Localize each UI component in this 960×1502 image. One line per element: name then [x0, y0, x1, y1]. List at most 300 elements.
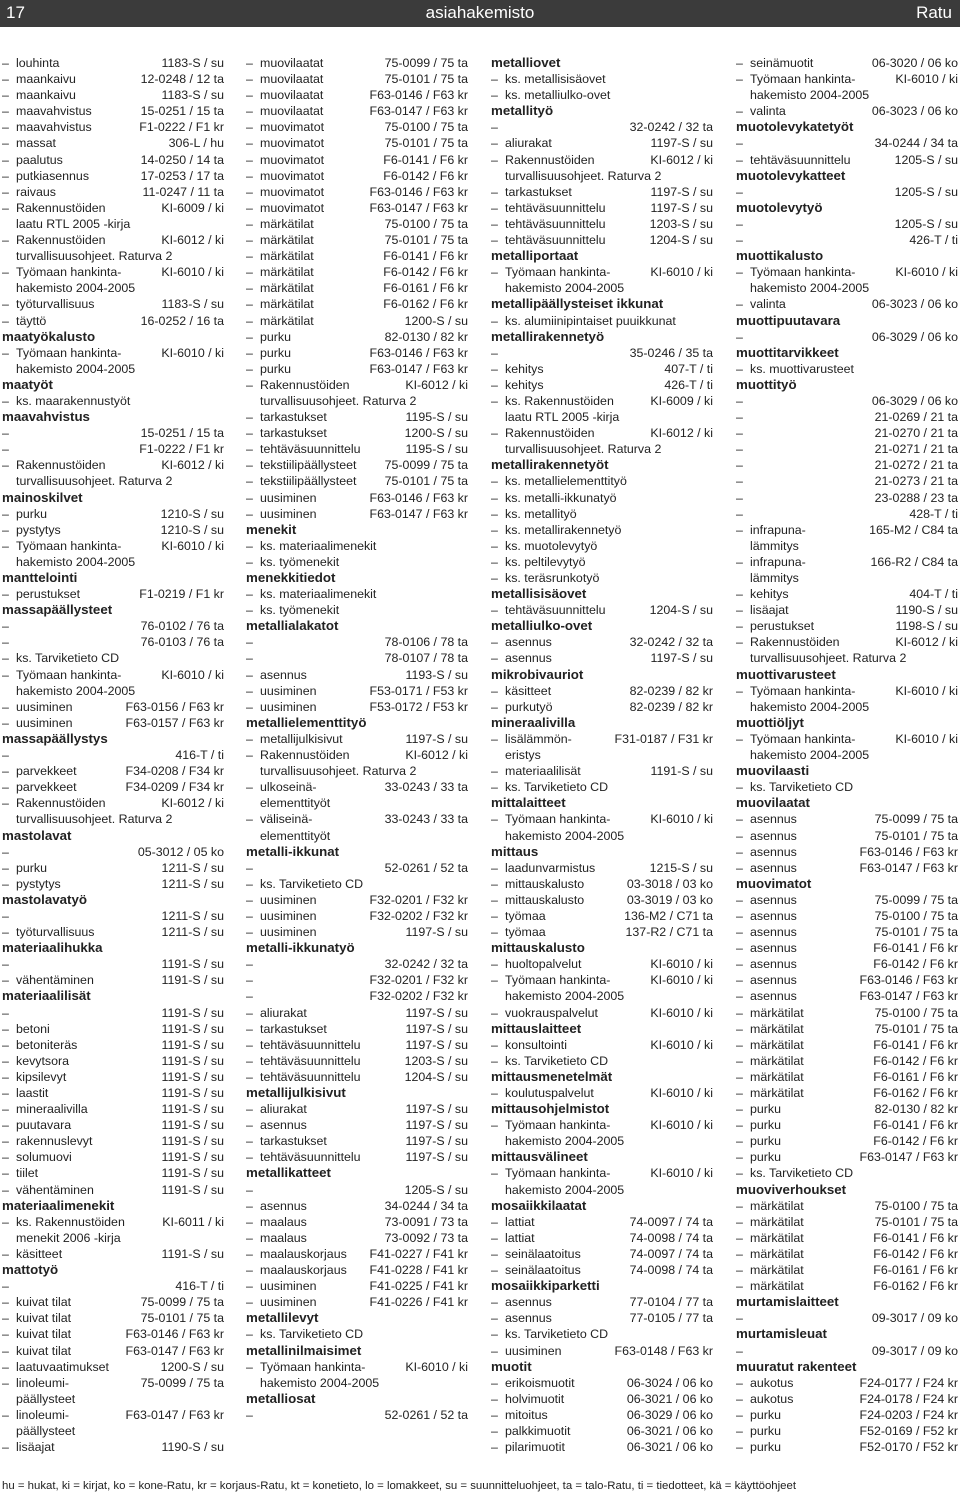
entry-label: – märkätilat [246, 280, 314, 296]
index-entry [2, 200, 224, 216]
entry-reference: KI-6012 / ki [161, 458, 224, 473]
entry-label: – vuokrauspalvelut [491, 1005, 598, 1021]
page-header [0, 0, 960, 27]
index-entry [491, 232, 713, 248]
entry-reference: 32-0242 / 32 ta [629, 635, 713, 650]
index-entry [246, 457, 468, 473]
entry-label: – mitoitus [491, 1407, 548, 1423]
entry-label: – asennus [736, 940, 797, 956]
index-entry [2, 232, 224, 248]
continuation-text: lämmitys [750, 538, 799, 553]
entry-label: – muovimatot [246, 184, 324, 200]
entry-reference: 1197-S / su [405, 731, 468, 746]
index-entry [246, 1326, 468, 1342]
entry-reference: 1191-S / su [161, 957, 224, 972]
entry-reference: 1197-S / su [650, 184, 713, 199]
entry-reference: 33-0243 / 33 ta [384, 812, 468, 827]
index-heading: metalliulko-ovet [491, 618, 593, 634]
index-heading: muottipuutavara [736, 312, 841, 328]
entry-label: – pystytys [2, 876, 61, 892]
index-entry [491, 1262, 713, 1278]
entry-reference: F6-0142 / F6 kr [873, 1053, 958, 1068]
entry-label: – märkätilat [736, 1053, 804, 1069]
entry-reference: F41-0226 / F41 kr [369, 1295, 468, 1310]
index-entry [2, 1407, 224, 1423]
index-entry [2, 441, 224, 457]
entry-reference: 1203-S / su [649, 216, 713, 231]
entry-reference: 1197-S / su [405, 1037, 468, 1052]
index-entry [491, 473, 713, 489]
index-heading: metalli-ikkunat [246, 843, 340, 859]
entry-label: – Rakennustöiden [2, 457, 106, 473]
index-entry [246, 377, 468, 393]
index-entry [491, 1407, 713, 1423]
entry-reference: F6-0141 / F6 kr [873, 1118, 958, 1133]
entry-label [736, 393, 750, 409]
index-entry [736, 409, 958, 425]
entry-label: – Rakennustöiden [2, 795, 106, 811]
entry-reference: 1210-S / su [160, 522, 224, 537]
entry-label: – märkätilat [736, 1278, 804, 1294]
entry-reference: 23-0288 / 23 ta [874, 490, 958, 505]
entry-reference: KI-6010 / ki [650, 265, 713, 280]
entry-label: – Työmaan hankinta- [736, 683, 855, 699]
index-entry [246, 248, 468, 264]
entry-label: – mittauskalusto [491, 892, 584, 908]
index-entry [246, 860, 468, 876]
entry-label: – asennus [736, 828, 797, 844]
entry-reference: 75-0100 / 75 ta [874, 1198, 958, 1213]
entry-label [246, 988, 260, 1004]
index-entry [491, 1053, 713, 1069]
entry-reference: F53-0171 / F53 kr [369, 683, 468, 698]
entry-label [2, 1278, 16, 1294]
index-entry [2, 1005, 224, 1021]
entry-label: – Työmaan hankinta- [736, 264, 855, 280]
entry-reference: 06-3024 / 06 ko [626, 1375, 713, 1390]
entry-reference: F24-0203 / F24 kr [859, 1407, 958, 1422]
index-heading: mittausvälineet [491, 1149, 588, 1165]
entry-label: – uusiminen [246, 908, 316, 924]
entry-reference: 1191-S / su [161, 1053, 224, 1068]
index-entry [736, 811, 958, 827]
entry-label [2, 1005, 16, 1021]
index-entry [2, 860, 224, 876]
index-entry [736, 1037, 958, 1053]
entry-reference: 06-3023 / 06 ko [871, 297, 958, 312]
entry-reference: KI-6010 / ki [650, 1037, 713, 1052]
entry-label: – asennus [736, 956, 797, 972]
index-entry [736, 506, 958, 522]
index-entry [491, 860, 713, 876]
entry-reference: 32-0242 / 32 ta [384, 957, 468, 972]
index-entry [736, 184, 958, 200]
index-entry [2, 1069, 224, 1085]
entry-label: – tehtäväsuunnittelu [491, 602, 606, 618]
entry-label: – paalutus [2, 152, 63, 168]
entry-reference: KI-6012 / ki [650, 426, 713, 441]
entry-reference: F63-0146 / F63 kr [369, 184, 468, 199]
entry-label [246, 956, 260, 972]
entry-reference: 1197-S / su [405, 1134, 468, 1149]
index-entry [736, 425, 958, 441]
entry-reference: F63-0146 / F63 kr [369, 490, 468, 505]
entry-label: – holvimuotit [491, 1391, 564, 1407]
entry-reference: F63-0146 / F63 kr [369, 88, 468, 103]
entry-reference: 75-0101 / 75 ta [384, 474, 468, 489]
index-entry [491, 1439, 713, 1455]
index-entry [736, 683, 958, 699]
entry-reference: F1-0222 / F1 kr [139, 120, 224, 135]
entry-label: – asennus [736, 844, 797, 860]
entry-reference: KI-6010 / ki [650, 973, 713, 988]
index-heading: metallityö [491, 103, 554, 119]
entry-label [2, 425, 16, 441]
entry-label: – Työmaan hankinta- [491, 264, 610, 280]
index-entry [246, 602, 468, 618]
continuation-text: hakemisto 2004-2005 [750, 699, 870, 714]
entry-reference: 1190-S / su [895, 603, 958, 618]
entry-reference: 1197-S / su [405, 1150, 468, 1165]
index-entry [246, 232, 468, 248]
entry-label: – kuivat tilat [2, 1294, 71, 1310]
index-entry [2, 667, 224, 683]
entry-reference: 17-0253 / 17 ta [140, 168, 224, 183]
entry-label [2, 634, 16, 650]
index-heading: muovimatot [736, 875, 812, 891]
entry-reference: F6-0141 / F6 kr [383, 152, 468, 167]
entry-label: – lattiat [491, 1230, 535, 1246]
index-entry [491, 1165, 713, 1181]
entry-label: – erikoismuotit [491, 1375, 575, 1391]
entry-reference: F63-0147 / F63 kr [859, 860, 958, 875]
entry-reference: KI-6010 / ki [161, 345, 224, 360]
entry-label [246, 634, 260, 650]
entry-reference: 82-0130 / 82 kr [874, 1102, 958, 1117]
entry-label: – ks. muotolevytyö [491, 538, 597, 554]
entry-reference: F52-0170 / F52 kr [859, 1440, 958, 1455]
entry-reference: 1191-S / su [161, 1021, 224, 1036]
entry-label: – ks. metallityö [491, 506, 577, 522]
index-entry [736, 602, 958, 618]
entry-label: – muovilaatat [246, 55, 323, 71]
index-entry [246, 1262, 468, 1278]
index-entry [736, 361, 958, 377]
entry-reference: F63-0147 / F63 kr [369, 104, 468, 119]
entry-label: – tekstiilipäällysteet [246, 457, 356, 473]
entry-label: – seinälaatoitus [491, 1246, 581, 1262]
entry-label: – muovilaatat [246, 103, 323, 119]
entry-reference: F63-0147 / F63 kr [125, 1343, 224, 1358]
entry-label: – uusiminen [246, 1278, 316, 1294]
index-entry [246, 1407, 468, 1423]
entry-label: – märkätilat [736, 1021, 804, 1037]
index-entry [2, 924, 224, 940]
index-heading: maavahvistus [2, 409, 90, 425]
index-heading: mattotyö [2, 1262, 59, 1278]
entry-label: – käsitteet [2, 1246, 62, 1262]
entry-label: – seinälaatoitus [491, 1262, 581, 1278]
entry-label: – ks. peltilevytyö [491, 554, 586, 570]
index-entry-continuation [736, 570, 958, 586]
index-entry [246, 1101, 468, 1117]
entry-reference: 1191-S / su [161, 1005, 224, 1020]
index-entry [2, 699, 224, 715]
entry-label: – solumuovi [2, 1149, 72, 1165]
index-entry-continuation [2, 248, 224, 264]
index-entry [491, 152, 713, 168]
continuation-text: laatu RTL 2005 -kirja [505, 410, 620, 425]
entry-label: – linoleumi- [2, 1407, 69, 1423]
index-entry [736, 779, 958, 795]
continuation-text: hakemisto 2004-2005 [505, 828, 625, 843]
entry-label [491, 119, 505, 135]
entry-label: – maalauskorjaus [246, 1262, 347, 1278]
index-entry [736, 264, 958, 280]
index-entry-continuation [246, 1375, 468, 1391]
entry-label: – työturvallisuus [2, 296, 95, 312]
index-entry [246, 538, 468, 554]
index-entry [2, 715, 224, 731]
entry-reference: KI-6010 / ki [650, 957, 713, 972]
entry-reference: 1197-S / su [650, 651, 713, 666]
index-heading: metallikatteet [246, 1165, 331, 1181]
entry-reference: F53-0172 / F53 kr [369, 699, 468, 714]
index-entry [246, 892, 468, 908]
entry-reference: 1183-S / su [161, 297, 224, 312]
entry-reference: 1197-S / su [405, 1021, 468, 1036]
entry-reference: 1191-S / su [161, 1069, 224, 1084]
index-entry [491, 1326, 713, 1342]
entry-reference: 75-0099 / 75 ta [874, 812, 958, 827]
index-entry [491, 506, 713, 522]
index-heading: muotit [491, 1358, 532, 1374]
index-entry [491, 683, 713, 699]
entry-reference: KI-6010 / ki [895, 731, 958, 746]
index-entry [246, 441, 468, 457]
index-entry [2, 152, 224, 168]
entry-label [2, 908, 16, 924]
entry-label: – asennus [736, 860, 797, 876]
entry-reference: 407-T / ti [664, 361, 713, 376]
index-entry [2, 1085, 224, 1101]
index-heading: materiaalimenekit [2, 1197, 115, 1213]
entry-reference: 75-0101 / 75 ta [384, 233, 468, 248]
entry-reference: F1-0219 / F1 kr [139, 587, 224, 602]
entry-reference: KI-6010 / ki [405, 1359, 468, 1374]
entry-reference: F63-0147 / F63 kr [859, 989, 958, 1004]
continuation-text: hakemisto 2004-2005 [16, 554, 136, 569]
index-entry [736, 634, 958, 650]
index-heading: mittauskalusto [491, 940, 585, 956]
index-entry [246, 425, 468, 441]
entry-label: – Rakennustöiden [2, 200, 106, 216]
index-entry [736, 1391, 958, 1407]
index-heading: metallinilmaisimet [246, 1342, 362, 1358]
entry-label: – ks. Tarviketieto CD [246, 876, 363, 892]
entry-label [736, 409, 750, 425]
entry-reference: F63-0156 / F63 kr [125, 699, 224, 714]
entry-reference: 1211-S / su [161, 908, 224, 923]
entry-reference: 1191-S / su [161, 1166, 224, 1181]
entry-label: – ks. Rakennustöiden [491, 393, 614, 409]
entry-label: – ks. Tarviketieto CD [491, 779, 608, 795]
continuation-text: päällysteet [16, 1391, 76, 1406]
index-entry [246, 1133, 468, 1149]
entry-label: – ks. muottivarusteet [736, 361, 854, 377]
index-heading: mittauslaitteet [491, 1020, 582, 1036]
entry-reference: KI-6010 / ki [895, 265, 958, 280]
entry-label: – ks. Tarviketieto CD [2, 650, 119, 666]
index-entry [2, 779, 224, 795]
index-entry [736, 908, 958, 924]
index-entry-continuation [736, 538, 958, 554]
index-heading: mastolavat [2, 827, 72, 843]
index-entry [246, 87, 468, 103]
index-entry [491, 956, 713, 972]
entry-reference: KI-6012 / ki [650, 152, 713, 167]
index-entry [246, 71, 468, 87]
index-entry-continuation [491, 747, 713, 763]
entry-reference: F41-0225 / F41 kr [369, 1279, 468, 1294]
entry-label: – ks. materiaalimenekit [246, 538, 376, 554]
index-entry [246, 216, 468, 232]
entry-label: – tiilet [2, 1165, 38, 1181]
index-entry [246, 1198, 468, 1214]
entry-label: – Työmaan hankinta- [736, 731, 855, 747]
entry-label: – tarkastukset [246, 425, 327, 441]
entry-label: – märkätilat [736, 1198, 804, 1214]
index-entry-continuation [2, 683, 224, 699]
entry-reference: 75-0101 / 75 ta [384, 136, 468, 151]
index-entry [246, 779, 468, 795]
entry-label: – kehitys [491, 377, 544, 393]
entry-label: – vähentäminen [2, 972, 94, 988]
index-entry [491, 1294, 713, 1310]
index-entry [2, 1278, 224, 1294]
entry-label [246, 1182, 260, 1198]
entry-reference: F63-0147 / F63 kr [369, 361, 468, 376]
entry-label [2, 441, 16, 457]
entry-reference: 1183-S / su [161, 88, 224, 103]
entry-label: – parvekkeet [2, 763, 77, 779]
entry-label: – uusiminen [246, 490, 316, 506]
entry-label: – uusiminen [246, 683, 316, 699]
index-heading: metallialakatot [246, 618, 339, 634]
index-entry [491, 1085, 713, 1101]
entry-reference: KI-6010 / ki [650, 1086, 713, 1100]
entry-reference: 75-0100 / 75 ta [384, 120, 468, 135]
entry-label: – täyttö [2, 313, 46, 329]
entry-label [736, 184, 750, 200]
entry-reference: 74-0097 / 74 ta [629, 1214, 713, 1229]
continuation-text: laatu RTL 2005 -kirja [16, 216, 131, 231]
entry-label [246, 1407, 260, 1423]
index-heading: metallisisäovet [491, 586, 587, 602]
index-entry [736, 393, 958, 409]
entry-label: – märkätilat [246, 232, 314, 248]
entry-label: – ks. metallirakennetyö [491, 522, 621, 538]
index-entry [736, 296, 958, 312]
entry-reference: 21-0273 / 21 ta [874, 474, 958, 489]
entry-label: – Työmaan hankinta- [736, 71, 855, 87]
entry-label: – kuivat tilat [2, 1343, 71, 1359]
index-entry [491, 602, 713, 618]
index-entry-continuation [736, 280, 958, 296]
index-heading: metallipäällysteiset ikkunat [491, 296, 664, 312]
index-entry-continuation [2, 216, 224, 232]
continuation-text: hakemisto 2004-2005 [505, 281, 625, 296]
index-entry [2, 876, 224, 892]
entry-reference: KI-6010 / ki [161, 265, 224, 280]
entry-label: – aukotus [736, 1375, 793, 1391]
entry-reference: F32-0201 / F32 kr [369, 892, 468, 907]
entry-label: – uusiminen [246, 924, 316, 940]
entry-label: – lattiat [491, 1214, 535, 1230]
entry-reference: F6-0162 / F6 kr [383, 297, 468, 312]
entry-label: – märkätilat [736, 1005, 804, 1021]
index-entry [246, 1005, 468, 1021]
index-heading: manttelointi [2, 570, 78, 585]
index-entry-continuation [2, 1391, 224, 1407]
index-entry-continuation [2, 1230, 224, 1246]
entry-reference: 1183-S / su [161, 56, 224, 70]
index-entry [2, 763, 224, 779]
entry-label: – ks. Tarviketieto CD [491, 1053, 608, 1069]
entry-label: – metallijulkisivut [246, 731, 343, 747]
entry-label: – märkätilat [736, 1230, 804, 1246]
entry-label: – tehtäväsuunnittelu [491, 216, 606, 232]
entry-label: – purku [246, 361, 291, 377]
entry-reference: 1195-S / su [405, 442, 468, 457]
entry-label: – Työmaan hankinta- [491, 1165, 610, 1181]
index-entry [246, 296, 468, 312]
entry-label: – purkutyö [491, 699, 553, 715]
entry-reference: 78-0106 / 78 ta [384, 635, 468, 650]
index-entry [246, 473, 468, 489]
index-entry [736, 1375, 958, 1391]
entry-label: – maavahvistus [2, 119, 92, 135]
index-entry [2, 119, 224, 135]
entry-label: – Rakennustöiden [491, 152, 595, 168]
entry-label: – laastit [2, 1085, 48, 1101]
index-entry [246, 55, 468, 71]
index-entry-continuation [246, 763, 468, 779]
index-entry [491, 1246, 713, 1262]
continuation-text: hakemisto 2004-2005 [505, 1134, 625, 1149]
entry-reference: F63-0146 / F63 kr [859, 973, 958, 988]
entry-label: – työmaa [491, 908, 546, 924]
entry-reference: F34-0209 / F34 kr [125, 780, 224, 795]
entry-label [2, 956, 16, 972]
entry-reference: F6-0141 / F6 kr [383, 249, 468, 264]
entry-label: – kehitys [491, 361, 544, 377]
index-entry [246, 988, 468, 1004]
entry-label: – ks. alumiinipintaiset puuikkunat [491, 313, 676, 329]
entry-reference: 1203-S / su [404, 1053, 468, 1068]
index-entry [736, 892, 958, 908]
entry-label: – asennus [736, 972, 797, 988]
index-heading: maatyöt [2, 376, 53, 392]
continuation-text: hakemisto 2004-2005 [260, 1375, 380, 1390]
entry-reference: 11-0247 / 11 ta [142, 184, 224, 199]
index-entry [736, 844, 958, 860]
index-entry [246, 924, 468, 940]
entry-label: – asennus [491, 650, 552, 666]
entry-label: – muovimatot [246, 119, 324, 135]
entry-reference: 21-0272 / 21 ta [874, 458, 958, 473]
entry-reference: 74-0098 / 74 ta [629, 1263, 713, 1278]
